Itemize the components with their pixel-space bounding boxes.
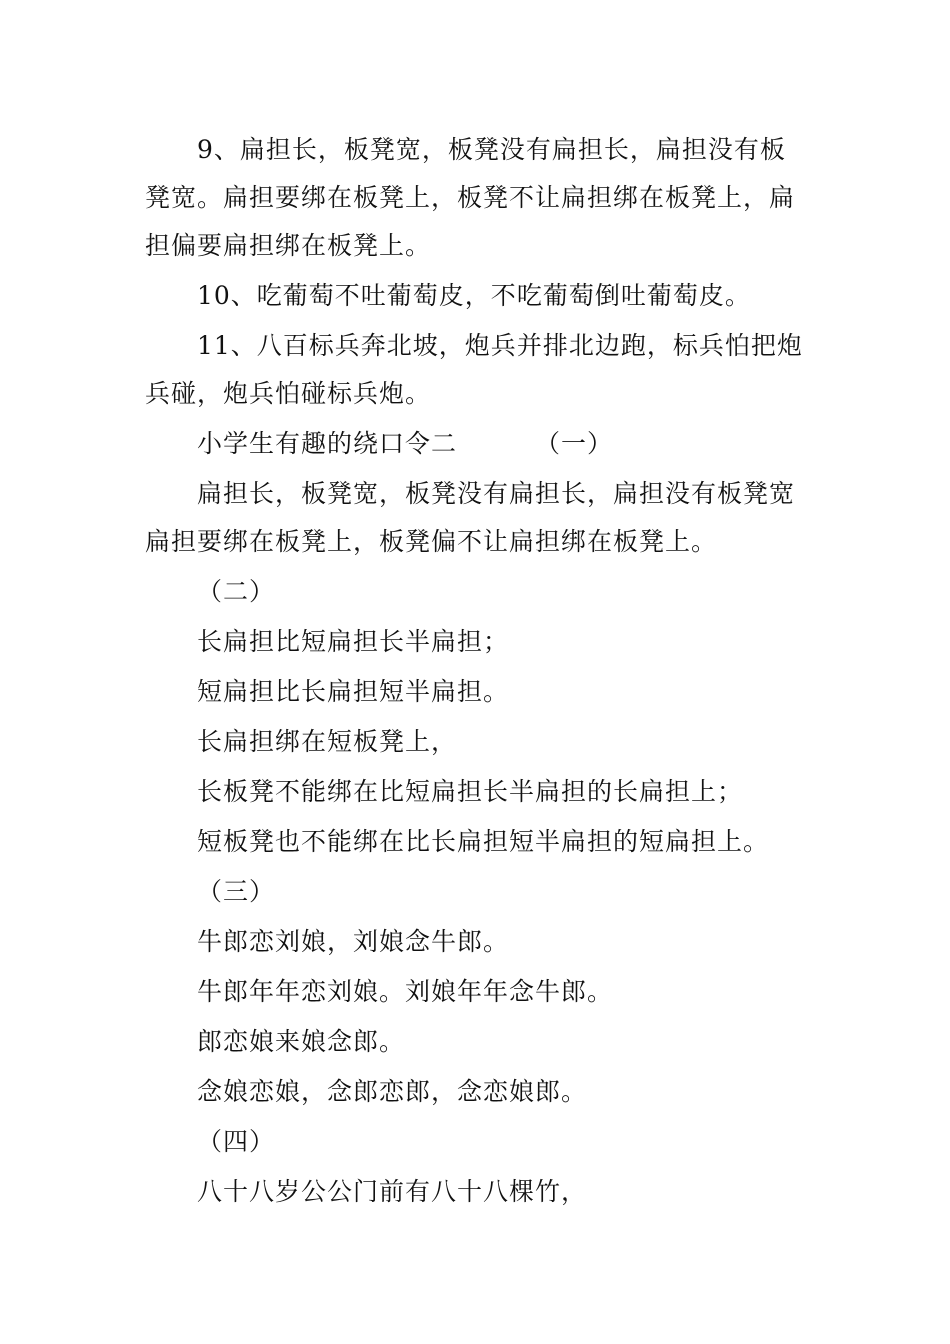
line-four-1: 八十八岁公公门前有八十八棵竹，: [197, 1177, 588, 1206]
paragraph-tongue-twister-11: 11、八百标兵奔北坡，炮兵并排北边跑，标兵怕把炮兵碰，炮兵怕碰标兵炮。: [145, 331, 803, 408]
section-label-four: （四）: [197, 1127, 276, 1156]
line-two-5: 短板凳也不能绑在比长扁担短半扁担的短扁担上。: [197, 827, 770, 856]
line-three-1: 牛郎恋刘娘，刘娘念牛郎。: [197, 927, 510, 956]
line-two-1: 长扁担比短扁担长半扁担；: [197, 627, 510, 656]
section-label-three: （三）: [197, 877, 276, 906]
line-two-4: 长板凳不能绑在比短扁担长半扁担的长扁担上；: [197, 777, 744, 806]
section-label-one: （一）: [535, 429, 614, 458]
section-label-two: （二）: [197, 577, 276, 606]
line-three-2: 牛郎年年恋刘娘。刘娘年年念牛郎。: [197, 977, 614, 1006]
document-body: [145, 126, 810, 1216]
line-two-2: 短扁担比长扁担短半扁担。: [197, 677, 510, 706]
paragraph-tongue-twister-9: 9、扁担长，板凳宽，板凳没有扁担长，扁担没有板凳宽。扁担要绑在板凳上，板凳不让扁担绑在板凳上，扁担偏要扁担绑在板凳上。: [145, 135, 796, 260]
section-title: 小学生有趣的绕口令二: [197, 429, 458, 458]
line-three-4: 念娘恋娘，念郎恋郎，念恋娘郎。: [197, 1077, 588, 1106]
paragraph-tongue-twister-10: 10、吃葡萄不吐葡萄皮，不吃葡萄倒吐葡萄皮。: [197, 281, 751, 310]
section-heading-line: [145, 420, 810, 468]
paragraph-one-text: 扁担长，板凳宽，板凳没有扁担长，扁担没有板凳宽扁担要绑在板凳上，板凳偏不让扁担绑在板凳上。: [145, 479, 796, 556]
line-three-3: 郎恋娘来娘念郎。: [197, 1027, 406, 1056]
line-two-3: 长扁担绑在短板凳上，: [197, 727, 458, 756]
